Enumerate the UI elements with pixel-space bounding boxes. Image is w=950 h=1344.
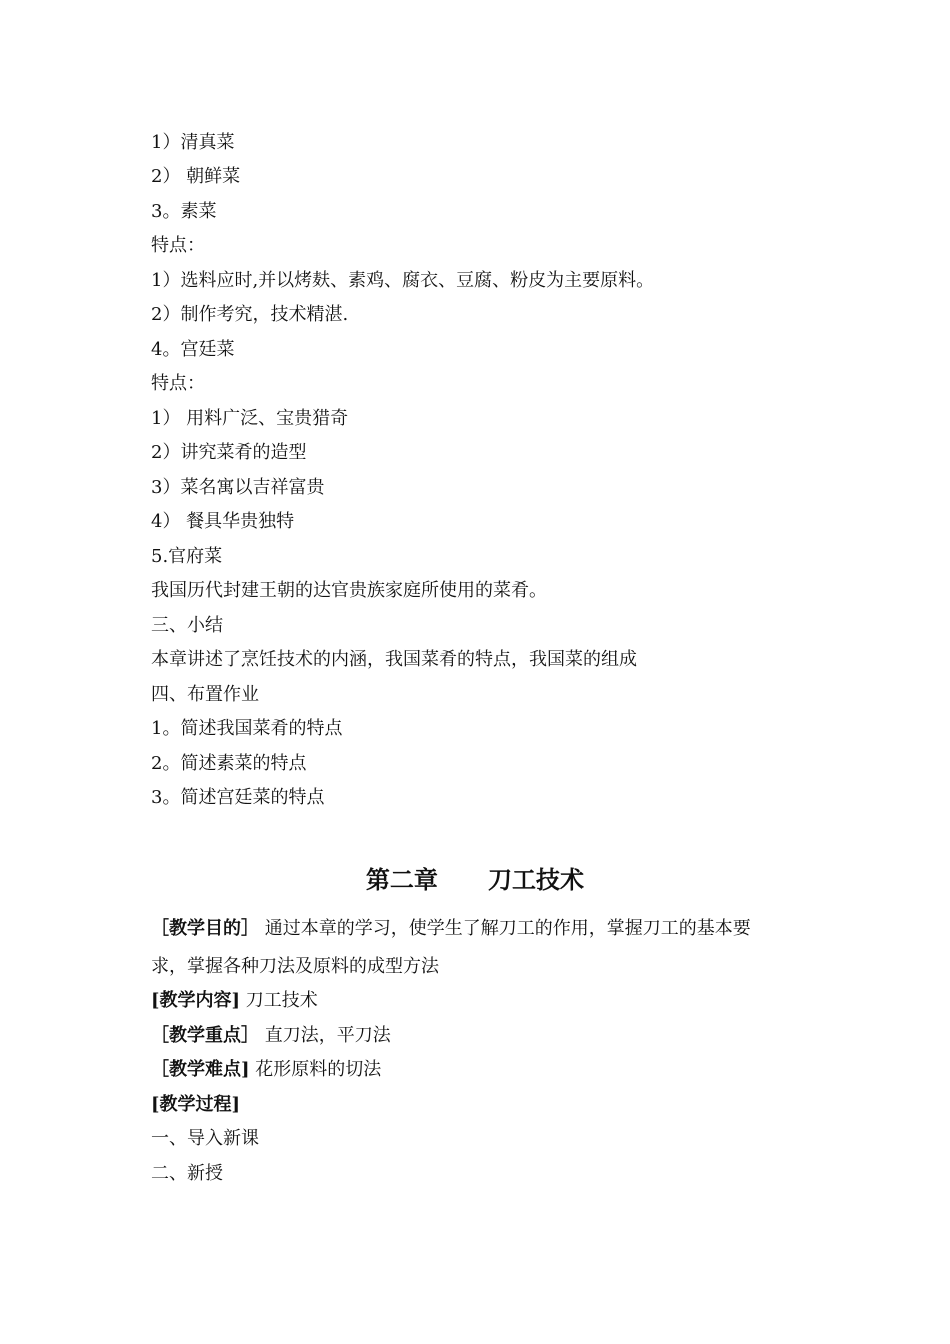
homework-item-3: 3。简述宫廷菜的特点 — [151, 787, 325, 808]
teaching-difficulty-label: ［教学难点] — [151, 1059, 250, 1080]
heading-homework: 四、布置作业 — [151, 684, 259, 705]
vegetarian-feature-1: 1）选料应时,并以烤麸、素鸡、腐衣、豆腐、粉皮为主要原料。 — [151, 270, 655, 291]
features-heading-vegetarian: 特点： — [151, 235, 205, 256]
imperial-feature-2: 2）讲究菜肴的造型 — [151, 442, 307, 463]
teaching-content-label: [教学内容] — [151, 990, 241, 1011]
teaching-key-points-label: ［教学重点］ — [151, 1025, 259, 1046]
step-new-lesson: 二、新授 — [151, 1163, 223, 1184]
imperial-feature-1: 1） 用料广泛、宝贵猎奇 — [151, 408, 349, 429]
list-item-halal: 1）清真菜 — [151, 132, 235, 153]
teaching-process — [151, 1093, 240, 1117]
section-official: 5.官府菜 — [151, 546, 223, 567]
teaching-process-label: [教学过程] — [151, 1094, 241, 1115]
teaching-purpose-label: ［教学目的］ — [151, 918, 259, 939]
heading-summary: 三、小结 — [151, 615, 223, 636]
teaching-purpose-text: 通过本章的学习，使学生了解刀工的作用，掌握刀工的基本要 — [259, 918, 751, 939]
teaching-purpose-continued: 求，掌握各种刀法及原料的成型方法 — [151, 956, 439, 977]
teaching-key-points-text: 直刀法，平刀法 — [259, 1025, 391, 1046]
vegetarian-feature-2: 2）制作考究，技术精湛. — [151, 304, 349, 325]
summary-text: 本章讲述了烹饪技术的内涵，我国菜肴的特点，我国菜的组成 — [151, 649, 637, 670]
list-item-korean: 2） 朝鲜菜 — [151, 166, 241, 187]
chapter-title: 第二章 刀工技术 — [365, 865, 585, 894]
teaching-content — [151, 989, 318, 1013]
section-imperial: 4。宫廷菜 — [151, 339, 235, 360]
teaching-key-points — [151, 1024, 391, 1048]
imperial-feature-4: 4） 餐具华贵独特 — [151, 511, 295, 532]
teaching-difficulty — [151, 1058, 381, 1082]
imperial-feature-3: 3）菜名寓以吉祥富贵 — [151, 477, 325, 498]
homework-item-1: 1。简述我国菜肴的特点 — [151, 718, 343, 739]
teaching-difficulty-text: 花形原料的切法 — [249, 1059, 382, 1080]
official-description: 我国历代封建王朝的达官贵族家庭所使用的菜肴。 — [151, 580, 547, 601]
features-heading-imperial: 特点： — [151, 373, 205, 394]
homework-item-2: 2。简述素菜的特点 — [151, 753, 307, 774]
section-vegetarian: 3。素菜 — [151, 201, 217, 222]
step-introduction: 一、导入新课 — [151, 1128, 259, 1149]
teaching-content-text: 刀工技术 — [240, 990, 318, 1011]
teaching-purpose — [151, 917, 751, 941]
